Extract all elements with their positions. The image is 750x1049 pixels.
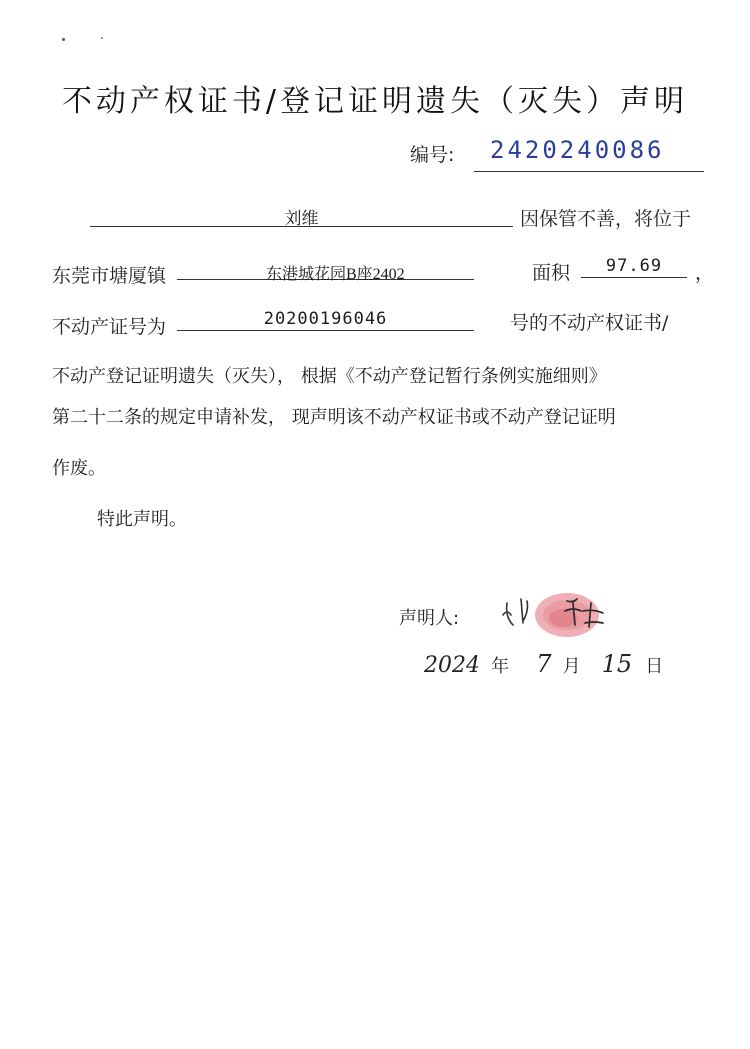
serial-underline <box>474 171 704 172</box>
date-year-unit: 年 <box>491 656 510 677</box>
area-comma: ， <box>695 262 715 284</box>
area-value: 97.69 <box>605 256 663 276</box>
cert-underline <box>177 330 474 331</box>
area-label: 面积 <box>532 262 571 284</box>
body-line-3: 作废。 <box>52 458 106 479</box>
declarant-name-field: 刘维 <box>284 209 319 229</box>
date-row <box>424 650 663 678</box>
line1-text: 因保管不善，将位于 <box>520 208 692 230</box>
serial-number: 2420240086 <box>490 136 665 164</box>
cert-label: 不动产证号为 <box>52 316 167 338</box>
date-day-unit: 日 <box>645 656 664 677</box>
document-title: 不动产权证书/登记证明遗失（灭失）声明 <box>61 84 689 119</box>
date-year: 2024 <box>424 653 480 678</box>
address-field: 东港城花园B座2402 <box>266 266 405 283</box>
special-statement: 特此声明。 <box>97 509 187 530</box>
serial-label: 编号: <box>410 144 455 166</box>
declarant-label: 声明人: <box>399 608 460 629</box>
date-day: 15 <box>601 650 633 678</box>
body-line-1: 不动产登记证明遗失（灭失）， 根据《不动产登记暂行条例实施细则》 <box>52 366 607 387</box>
date-month: 7 <box>536 650 552 678</box>
line3-text: 号的不动产权证书/ <box>510 312 669 334</box>
area-underline <box>581 277 687 278</box>
date-month-unit: 月 <box>562 656 581 677</box>
body-line-2: 第二十二条的规定申请补发， 现声明该不动产权证书或不动产登记证明 <box>52 407 616 428</box>
paper-speck <box>62 38 65 41</box>
handwritten-signature <box>495 585 625 655</box>
paper-speck <box>101 37 103 39</box>
location-text: 东莞市塘厦镇 <box>52 265 167 287</box>
cert-number: 20200196046 <box>263 309 388 329</box>
